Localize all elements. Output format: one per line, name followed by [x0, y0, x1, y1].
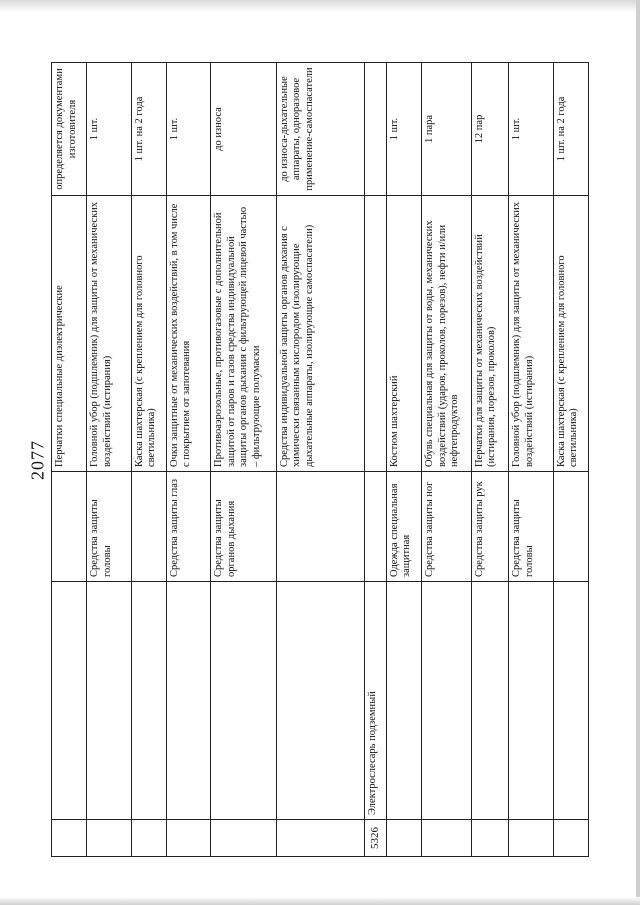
- cell-norm: 1 шт.: [166, 63, 210, 196]
- cell-norm: 1 шт. на 2 года: [131, 63, 166, 196]
- cell-profession: [52, 582, 87, 820]
- cell-profession: [131, 582, 166, 820]
- table-row: [386, 63, 421, 857]
- cell-profession: [166, 582, 210, 820]
- table-row: [509, 63, 553, 857]
- table-row: [211, 63, 276, 857]
- cell-norm: 1 пара: [421, 63, 471, 196]
- table-row: [471, 63, 508, 857]
- cell-item: Каска шахтерская (с креплением для головного светильника): [553, 196, 588, 472]
- page-number: 2077: [27, 440, 48, 480]
- cell-norm: 1 шт. на 2 года: [553, 63, 588, 196]
- scan-bottom-edge: [0, 897, 640, 905]
- cell-profession: [386, 582, 421, 820]
- cell-profession: [87, 582, 131, 820]
- cell-code: [386, 820, 421, 857]
- table-row: [421, 63, 471, 857]
- cell-category: Средства защиты глаз: [166, 472, 210, 582]
- cell-category: Одежда специальная защитная: [386, 472, 421, 582]
- cell-category: Средства защиты органов дыхания: [211, 472, 276, 582]
- table-row: [52, 63, 87, 857]
- cell-code: [509, 820, 553, 857]
- cell-item: Перчатки специальные диэлектрические: [52, 196, 87, 472]
- cell-norm: определяется документами изготовителя: [52, 63, 87, 196]
- cell-profession: Электрослесарь подземный: [365, 582, 386, 820]
- cell-item: Очки защитные от механических воздействий, в том числе с покрытием от запотевания: [166, 196, 210, 472]
- cell-profession: [276, 582, 365, 820]
- cell-category: Средства защиты головы: [87, 472, 131, 582]
- cell-item: Обувь специальная для защиты от воды, механических воздействий (ударов, проколов, порезов), нефти и/или нефтепродуктов: [421, 196, 471, 472]
- cell-category: [553, 472, 588, 582]
- cell-code: [131, 820, 166, 857]
- ppe-norms-table: [51, 63, 589, 857]
- cell-profession: [471, 582, 508, 820]
- cell-norm: 1 шт.: [386, 63, 421, 196]
- cell-profession: [509, 582, 553, 820]
- cell-code: [87, 820, 131, 857]
- cell-item: Каска шахтерская (с креплением для головного светильника): [131, 196, 166, 472]
- cell-item: Головной убор (подшлемник) для защиты от механических воздействий (истирания): [509, 196, 553, 472]
- cell-category: Средства защиты головы: [509, 472, 553, 582]
- cell-norm: [365, 63, 386, 196]
- cell-profession: [211, 582, 276, 820]
- cell-code: [553, 820, 588, 857]
- cell-category: [131, 472, 166, 582]
- cell-norm: 12 пар: [471, 63, 508, 196]
- cell-code: [276, 820, 365, 857]
- cell-item: Противоаэрозольные, противогазовые с дополнительной защитой от паров и газов средства индивидуальной защиты органов дыхания с фильтрующей лицевой частью – фильтрующие полумаски: [211, 196, 276, 472]
- cell-item: Средства индивидуальной защиты органов дыхания с химически связанным кислородом (изолирующие дыхательные аппараты, изолирующие самоспасатели): [276, 196, 365, 472]
- table-row: [87, 63, 131, 857]
- cell-category: Средства защиты рук: [471, 472, 508, 582]
- cell-profession: [553, 582, 588, 820]
- scan-top-edge: [0, 0, 640, 12]
- table-row: [553, 63, 588, 857]
- cell-code: 5326: [365, 820, 386, 857]
- cell-code: [421, 820, 471, 857]
- cell-item: [365, 196, 386, 472]
- table-row: [131, 63, 166, 857]
- cell-code: [211, 820, 276, 857]
- cell-category: [52, 472, 87, 582]
- cell-code: [52, 820, 87, 857]
- cell-norm: 1 шт.: [87, 63, 131, 196]
- cell-norm: 1 шт.: [509, 63, 553, 196]
- cell-norm: до износа-дыхательные аппараты, одноразовое применение-самоспасатели: [276, 63, 365, 196]
- cell-category: Средства защиты ног: [421, 472, 471, 582]
- cell-code: [471, 820, 508, 857]
- cell-code: [166, 820, 210, 857]
- cell-category: [365, 472, 386, 582]
- table-row: [365, 63, 386, 857]
- cell-category: [276, 472, 365, 582]
- cell-item: Костюм шахтерский: [386, 196, 421, 472]
- scan-right-edge: [636, 0, 640, 905]
- table-row: [276, 63, 365, 857]
- cell-norm: до износа: [211, 63, 276, 196]
- table-row: [166, 63, 210, 857]
- cell-item: Головной убор (подшлемник) для защиты от механических воздействий (истирания): [87, 196, 131, 472]
- cell-profession: [421, 582, 471, 820]
- cell-item: Перчатки для защиты от механических воздействий (истирания, порезов, проколов): [471, 196, 508, 472]
